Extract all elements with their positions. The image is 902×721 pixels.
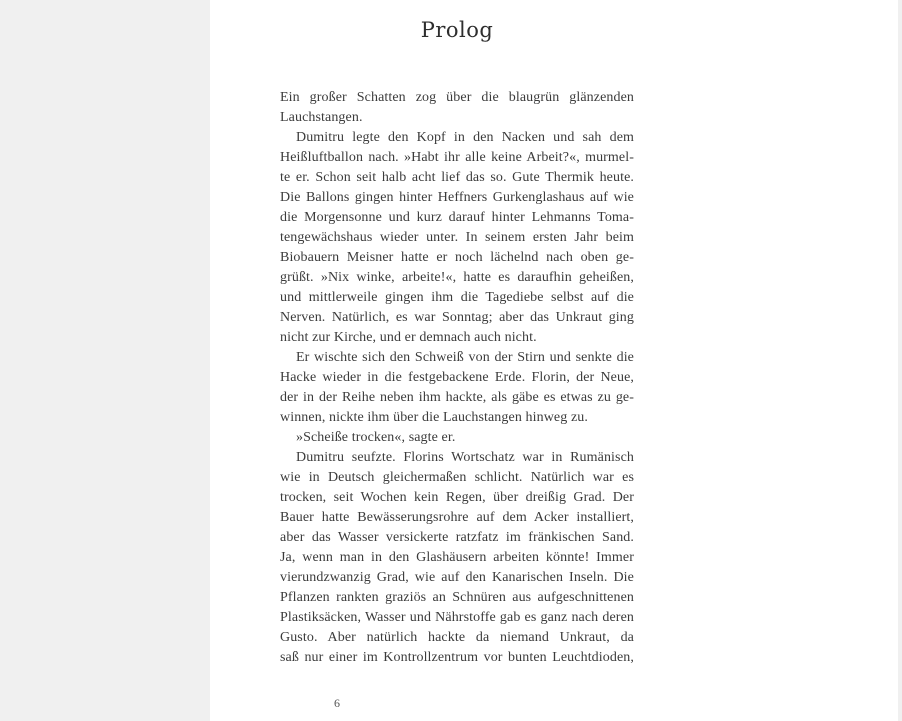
page-number: 6 <box>334 696 340 710</box>
text-line: Die Ballons gingen hinter Heffners Gurkenglashaus auf wie <box>280 190 634 205</box>
text-line: Biobauern Meisner hatte er noch lächelnd nach oben ge- <box>280 250 634 265</box>
text-column <box>280 88 634 668</box>
text-line: te er. Schon seit halb acht lief das so. Gute Thermik heute. <box>280 170 634 185</box>
text-line: Er wischte sich den Schweiß von der Stirn und senkte die <box>296 350 634 365</box>
text-line: Hacke wieder in die festgebackene Erde. Florin, der Neue, <box>280 370 634 385</box>
chapter-title: Prolog <box>420 18 494 42</box>
text-line: vierundzwanzig Grad, wie auf den Kanarischen Inseln. Die <box>280 570 634 585</box>
text-line: Bauer hatte Bewässerungsrohre auf dem Acker installiert, <box>280 510 634 525</box>
book-page <box>210 0 898 721</box>
text-line: nicht zur Kirche, und er demnach auch nicht. <box>280 330 537 345</box>
text-line: saß nur einer im Kontrollzentrum vor bunten Leuchtdioden, <box>280 650 634 665</box>
text-line: grüßt. »Nix winke, arbeite!«, hatte es daraufhin geheißen, <box>280 270 634 285</box>
text-line: der in der Reihe neben ihm hackte, als gäbe es etwas zu ge- <box>280 390 634 405</box>
text-line: Heißluftballon nach. »Habt ihr alle keine Arbeit?«, murmel- <box>280 150 634 165</box>
text-line: Pflanzen rankten graziös an Schnüren aus aufgeschnittenen <box>280 590 634 605</box>
text-line: Gusto. Aber natürlich hackte da niemand Unkraut, da <box>280 630 634 645</box>
text-line: Ja, wenn man in den Glashäusern arbeiten könnte! Immer <box>280 550 634 565</box>
text-line: Dumitru legte den Kopf in den Nacken und sah dem <box>296 130 634 145</box>
text-line: Ein großer Schatten zog über die blaugrün glänzenden <box>280 90 634 105</box>
text-line: wie in Deutsch gleichermaßen schlicht. Natürlich war es <box>280 470 634 485</box>
text-line: Dumitru seufzte. Florins Wortschatz war in Rumänisch <box>296 450 634 465</box>
text-line: Plastiksäcken, Wasser und Nährstoffe gab es ganz nach deren <box>280 610 634 625</box>
text-line: aber das Wasser versickerte ratzfatz im fränkischen Sand. <box>280 530 634 545</box>
text-line: und mittlerweile gingen ihm die Tagediebe selbst auf die <box>280 290 634 305</box>
text-line: Nerven. Natürlich, es war Sonntag; aber das Unkraut ging <box>280 310 634 325</box>
text-line: »Scheiße trocken«, sagte er. <box>296 430 456 445</box>
text-line: Lauchstangen. <box>280 110 363 125</box>
text-line: trocken, seit Wochen kein Regen, über dreißig Grad. Der <box>280 490 634 505</box>
text-line: tengewächshaus wieder unter. In seinem ersten Jahr beim <box>280 230 634 245</box>
text-line: winnen, nickte ihm über die Lauchstangen hinweg zu. <box>280 410 588 425</box>
text-line: die Morgensonne und kurz darauf hinter Lehmanns Toma- <box>280 210 634 225</box>
